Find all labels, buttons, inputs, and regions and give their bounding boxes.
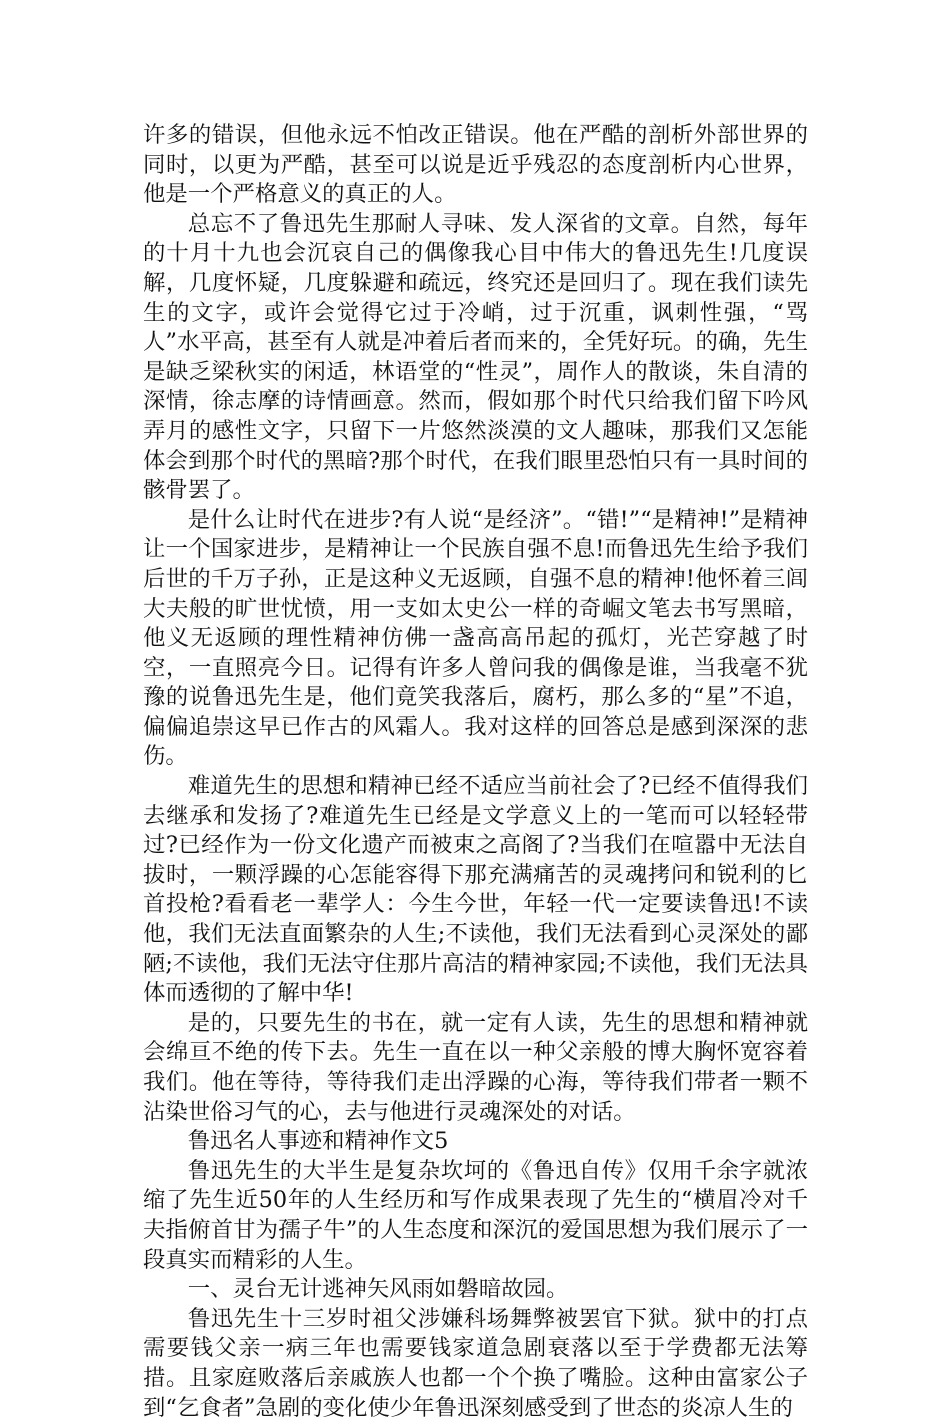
document-body [143,121,808,1423]
paragraph: 鲁迅先生的大半生是复杂坎坷的《鲁迅自传》仅用千余字就浓缩了先生近50年的人生经历和写作成果表现了先生的“横眉冷对千夫指俯首甘为孺子牛”的人生态度和深沉的爱国思想为我们展示了一段真实而精彩的人生。 [143,1157,808,1273]
paragraph: 总忘不了鲁迅先生那耐人寻味、发人深省的文章。自然，每年的十月十九也会沉哀自己的偶像我心目中伟大的鲁迅先生!几度误解，几度怀疑，几度躲避和疏远，终究还是回归了。现在我们读先生的文字，或许会觉得它过于冷峭，过于沉重，讽刺性强，“骂人”水平高，甚至有人就是冲着后者而来的，全凭好玩。的确，先生是缺乏梁秋实的闲适，林语堂的“性灵”，周作人的散谈，朱自清的深情，徐志摩的诗情画意。然而，假如那个时代只给我们留下吟风弄月的感性文字，只留下一片悠然淡漠的文人趣味，那我们又怎能体会到那个时代的黑暗?那个时代，在我们眼里恐怕只有一具时间的骸骨罢了。 [143,210,808,504]
paragraph: 是什么让时代在进步?有人说“是经济”。“错!”“是精神!”是精神让一个国家进步，是精神让一个民族自强不息!而鲁迅先生给予我们后世的千万子孙，正是这种义无返顾，自强不息的精神!他怀着三闾大夫般的旷世忧愤，用一支如太史公一样的奇崛文笔去书写黑暗，他义无返顾的理性精神仿佛一盏高高吊起的孤灯，光芒穿越了时空，一直照亮今日。记得有许多人曾问我的偶像是谁，当我毫不犹豫的说鲁迅先生是，他们竟笑我落后，腐朽，那么多的“星”不追，偏偏追崇这早已作古的风霜人。我对这样的回答总是感到深深的悲伤。 [143,506,808,770]
paragraph: 难道先生的思想和精神已经不适应当前社会了?已经不值得我们去继承和发扬了?难道先生已经是文学意义上的一笔而可以轻轻带过?已经作为一份文化遗产而被束之高阁了?当我们在喧嚣中无法自拔时，一颗浮躁的心怎能容得下那充满痛苦的灵魂拷问和锐利的匕首投枪?看看老一辈学人：今生今世，年轻一代一定要读鲁迅!不读他，我们无法直面繁杂的人生;不读他，我们无法看到心灵深处的鄙陋;不读他，我们无法守住那片高洁的精神家园;不读他，我们无法具体而透彻的了解中华! [143,773,808,1007]
section-title: 鲁迅名人事迹和精神作文5 [187,1128,449,1155]
paragraph: 是的，只要先生的书在，就一定有人读，先生的思想和精神就会绵亘不绝的传下去。先生一直在以一种父亲般的博大胸怀宽容着我们。他在等待，等待我们走出浮躁的心海，等待我们带者一颗不沾染世俗习气的心，去与他进行灵魂深处的对话。 [143,1009,808,1125]
paragraph: 鲁迅先生十三岁时祖父涉嫌科场舞弊被罢官下狱。狱中的打点需要钱父亲一病三年也需要钱家道急剧衰落以至于学费都无法筹措。且家庭败落后亲戚族人也都一个个换了嘴脸。这种由富家公子到“乞食者”急剧的变化使少年鲁迅深刻感受到了世态的炎凉人生的 [143,1305,808,1421]
paragraph: 许多的错误，但他永远不怕改正错误。他在严酷的剖析外部世界的同时，以更为严酷，甚至可以说是近乎残忍的态度剖析内心世界，他是一个严格意义的真正的人。 [143,122,808,208]
subsection-title: 一、灵台无计逃神矢风雨如磐暗故园。 [187,1276,569,1303]
